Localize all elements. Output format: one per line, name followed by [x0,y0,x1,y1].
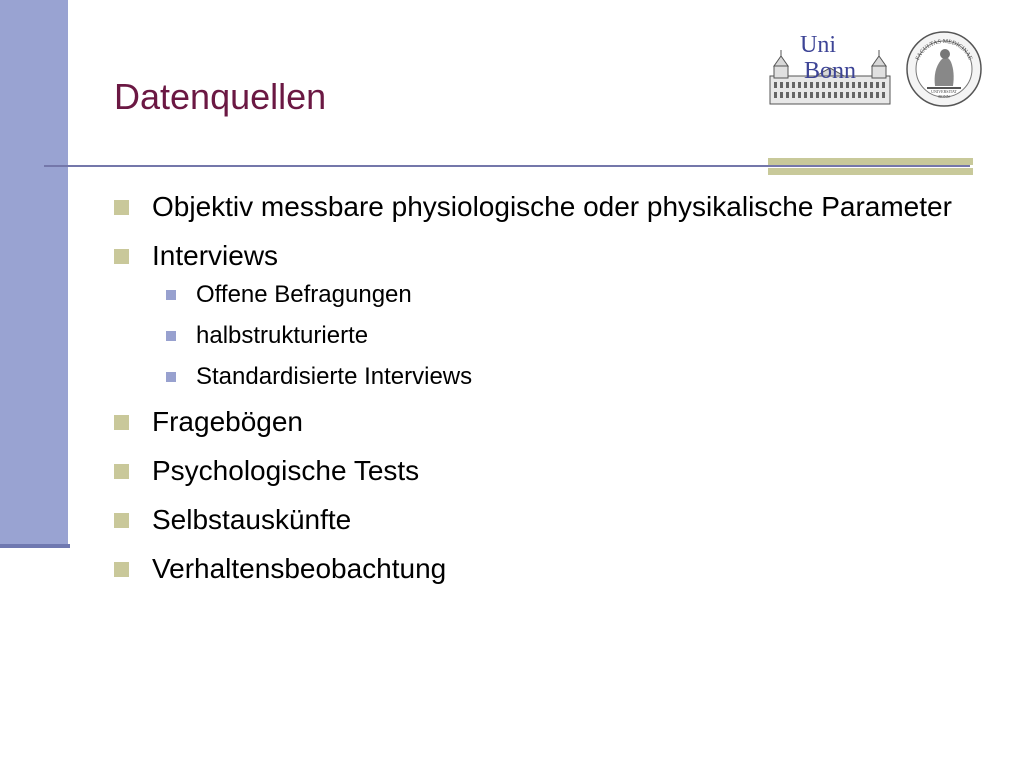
accent-bar-top [768,158,973,165]
side-accent-underline [0,544,70,548]
seal-top-text: FACULTAS MEDICINAE [915,38,973,62]
seal-bottom-line-1: UNIVERSITAT [931,89,957,94]
bullet-text: Interviews [152,240,279,271]
bullet-text: Psychologische Tests [152,455,420,486]
bullet-text: Verhaltensbeobachtung [152,553,447,584]
small-square-bullet-icon [166,372,176,382]
square-bullet-icon [114,415,129,430]
square-bullet-icon [114,200,129,215]
bullet-item [114,550,994,588]
bullet-item [114,452,994,490]
bullet-item [114,188,994,226]
seal-bottom-line-2: BONN [938,94,950,99]
sub-bullet-item [166,280,994,310]
sub-bullet-text: halbstrukturierte [196,322,369,349]
bullet-item [114,501,994,539]
square-bullet-icon [114,562,129,577]
slide-title: Datenquellen [114,76,327,117]
sub-bullet-list [114,280,994,392]
faculty-seal-logo [905,30,983,108]
logo-uni-text: Uni [800,32,836,58]
bullet-item [114,403,994,441]
side-accent-bar [0,0,68,545]
square-bullet-icon [114,249,129,264]
square-bullet-icon [114,464,129,479]
bullet-text: Objektiv messbare physiologische oder physikalische Parameter [152,191,952,222]
sub-bullet-item [166,362,994,392]
accent-bars [768,158,973,180]
sub-bullet-text: Standardisierte Interviews [196,363,473,390]
small-square-bullet-icon [166,290,176,300]
bullet-text: Fragebögen [152,406,304,437]
bullet-item [114,237,994,275]
bullet-text: Selbstauskünfte [152,504,352,535]
logo-bonn-text: Bonn [804,58,857,84]
sub-bullet-text: Offene Befragungen [196,281,412,308]
square-bullet-icon [114,513,129,528]
accent-bar-bottom [768,168,973,175]
sub-bullet-item [166,321,994,351]
uni-bonn-logo [766,28,894,110]
bullet-list [114,188,994,599]
small-square-bullet-icon [166,331,176,341]
